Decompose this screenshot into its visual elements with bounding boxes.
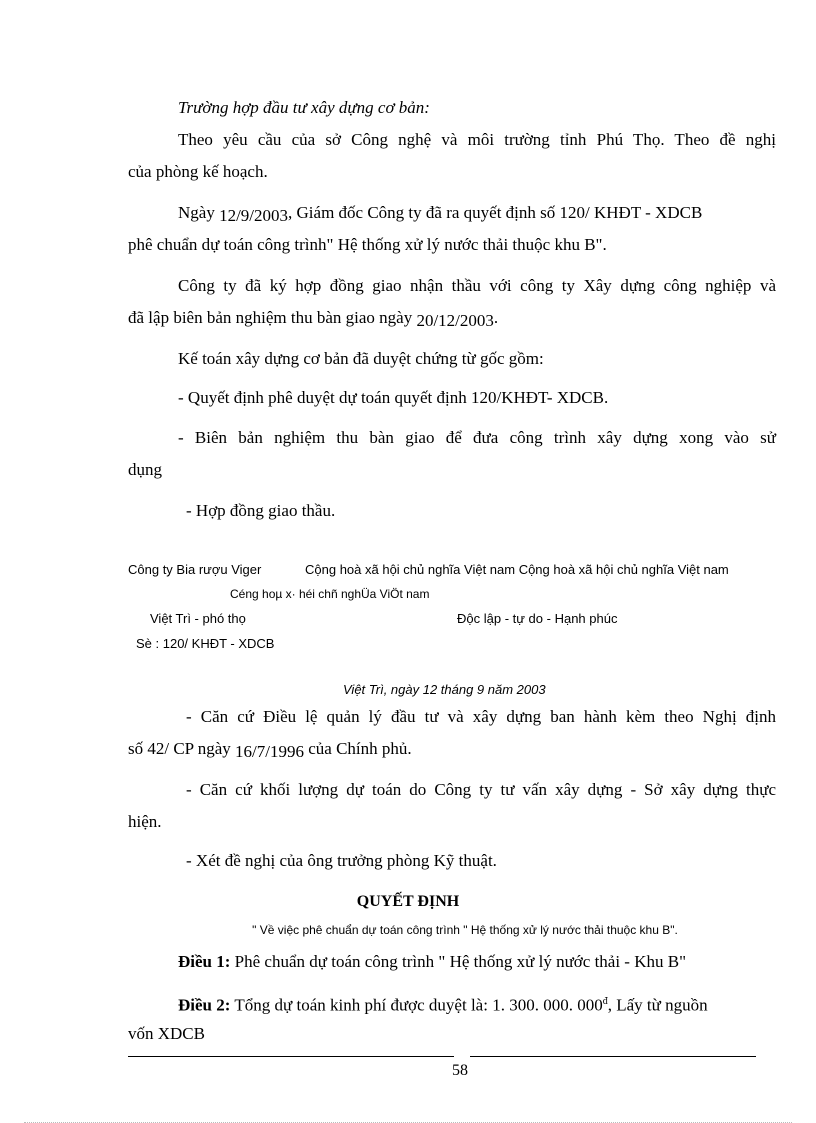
- article-1-text: Phê chuẩn dự toán công trình " Hệ thống xử lý nước thải - Khu B": [234, 952, 687, 971]
- section-heading: Trường hợp đầu tư xây dựng cơ bản:: [178, 98, 430, 117]
- paragraph-3-prefix: đã lập biên bản nghiệm thu bàn giao ngày: [128, 308, 413, 327]
- decision-subtitle: " Về việc phê chuẩn dự toán công trình " Hệ thống xử lý nước thải thuộc khu B".: [252, 923, 678, 937]
- paragraph-2-prefix: Ngày: [178, 203, 215, 222]
- header-motto: Độc lập - tự do - Hạnh phúc: [457, 611, 618, 626]
- header-nation-repeat: Cộng hoà xã hội chủ nghĩa Việt nam Cộng hoà xã hội chủ nghĩa Việt nam: [305, 562, 729, 577]
- paragraph-1-line-2: của phòng kế hoạch.: [128, 162, 268, 181]
- article-2-line-2: vốn XDCB: [128, 1024, 205, 1043]
- footer-rule-left: [128, 1056, 454, 1057]
- handover-date: 20/12/2003: [416, 311, 494, 330]
- paragraph-3-line-1: Công ty đã ký hợp đồng giao nhận thầu với công ty Xây dựng công nghiệp và: [178, 276, 776, 295]
- bullet-decision: - Quyết định phê duyệt dự toán quyết định 120/KHĐT- XDCB.: [178, 388, 609, 407]
- paragraph-3-line-2: [128, 308, 498, 328]
- decision-date: 12/9/2003: [219, 206, 289, 225]
- currency-superscript: đ: [602, 996, 608, 1007]
- paragraph-4: Kế toán xây dựng cơ bản đã duyệt chứng từ gốc gồm:: [178, 349, 544, 368]
- decree-date: 16/7/1996: [235, 742, 304, 761]
- basis-2-line-1: - Căn cứ khối lượng dự toán do Công ty tư vấn xây dựng - Sở xây dựng thực: [186, 780, 776, 799]
- paragraph-3-end: .: [493, 308, 499, 327]
- page-number: 58: [452, 1062, 468, 1079]
- bullet-minutes-line-1: - Biên bản nghiệm thu bàn giao để đưa công trình xây dựng xong vào sử: [178, 428, 776, 447]
- article-1: [178, 952, 686, 972]
- basis-2-line-2: hiện.: [128, 812, 162, 831]
- header-number: Sè : 120/ KHĐT - XDCB: [136, 636, 275, 651]
- paragraph-2-rest: , Giám đốc Công ty đã ra quyết định số 120/ KHĐT - XDCB: [288, 203, 703, 222]
- article-2-text: Tổng dự toán kinh phí được duyệt là: 1. 300. 000. 000: [234, 995, 603, 1015]
- paragraph-1-line-1: Theo yêu cầu của sở Công nghệ và môi trường tỉnh Phú Thọ. Theo đề nghị: [178, 130, 776, 149]
- basis-3: - Xét đề nghị của ông trưởng phòng Kỹ thuật.: [186, 851, 497, 870]
- article-2-text-end: , Lấy từ nguồn: [607, 995, 708, 1015]
- basis-1-line-2: [128, 739, 412, 759]
- bullet-contract: - Hợp đồng giao thầu.: [186, 501, 336, 520]
- header-garbled-nation: Céng hoµ x· héi chñ nghÜa ViÖt nam: [230, 587, 430, 601]
- header-company: Công ty Bia rượu Viger: [128, 562, 262, 577]
- bullet-minutes-line-2: dụng: [128, 460, 162, 479]
- basis-1-end: của Chính phủ.: [308, 739, 412, 758]
- decision-title: QUYẾT ĐỊNH: [356, 893, 460, 910]
- place-date: Việt Trì, ngày 12 tháng 9 năm 2003: [343, 682, 546, 697]
- article-2-label: Điều 2:: [178, 995, 231, 1015]
- header-location: Việt Trì - phó thọ: [150, 611, 246, 626]
- article-1-label: Điều 1:: [178, 952, 231, 971]
- paragraph-2-line-1: [178, 203, 776, 223]
- basis-1-line-1: - Căn cứ Điều lệ quản lý đầu tư và xây dựng ban hành kèm theo Nghị định: [186, 707, 776, 726]
- paragraph-2-line-2: phê chuẩn dự toán công trình" Hệ thống xử lý nước thải thuộc khu B".: [128, 235, 607, 254]
- basis-1-prefix: số 42/ CP ngày: [128, 739, 231, 758]
- footer-rule-right: [470, 1056, 756, 1057]
- article-2-line-1: [178, 992, 708, 1016]
